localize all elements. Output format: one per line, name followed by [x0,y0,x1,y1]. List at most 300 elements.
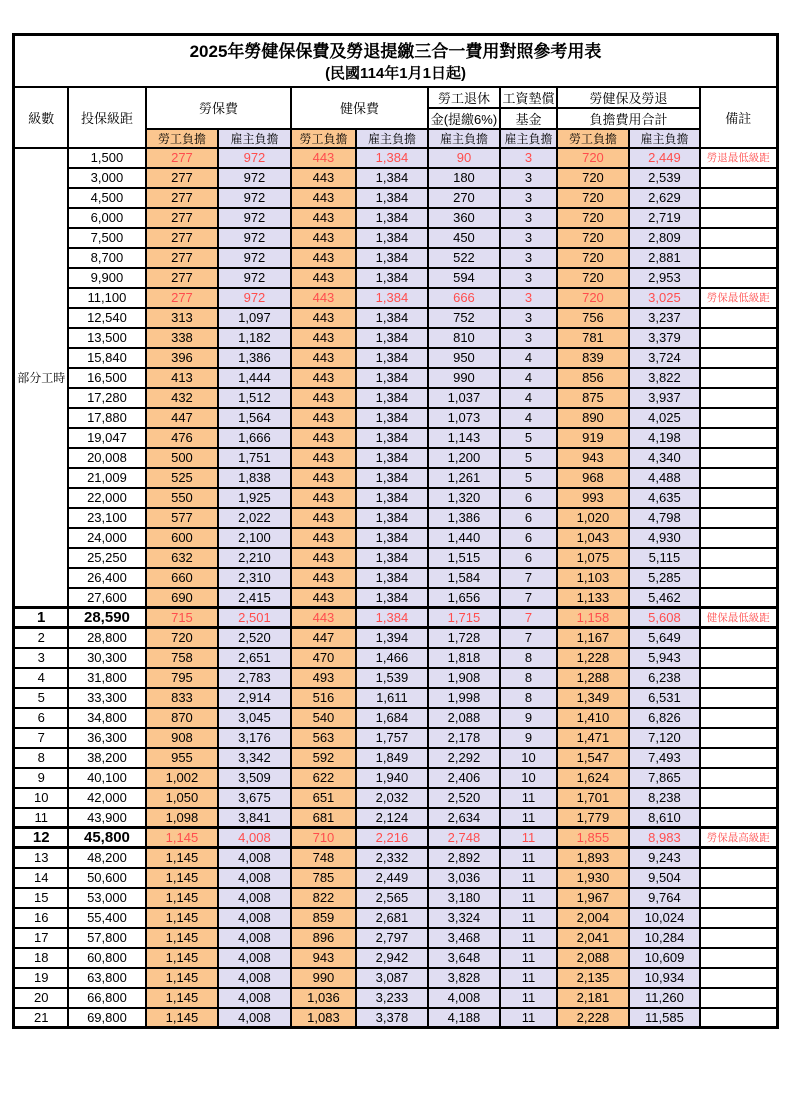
value-cell: 720 [146,628,218,648]
value-cell: 1,261 [428,468,500,488]
note-cell [700,408,777,428]
value-cell: 470 [291,648,356,668]
value-cell: 3,176 [218,728,291,748]
value-cell: 1,036 [291,988,356,1008]
value-cell: 1,384 [356,588,428,608]
bracket-cell: 1,500 [68,148,146,168]
value-cell: 8 [500,648,557,668]
value-cell: 1,908 [428,668,500,688]
value-cell: 4,008 [218,988,291,1008]
value-cell: 1,410 [557,708,629,728]
value-cell: 822 [291,888,356,908]
group-header-wage-fund-line2: 基金 [500,108,557,129]
value-cell: 443 [291,248,356,268]
value-cell: 2,041 [557,928,629,948]
level-cell: 4 [14,668,68,688]
bracket-cell: 57,800 [68,928,146,948]
bracket-cell: 22,000 [68,488,146,508]
value-cell: 1,043 [557,528,629,548]
table-row [14,148,777,168]
value-cell: 11 [500,888,557,908]
col-header-level: 級數 [14,87,68,148]
table-row [14,668,777,688]
value-cell: 1,158 [557,608,629,628]
value-cell: 5,115 [629,548,700,568]
value-cell: 2,797 [356,928,428,948]
value-cell: 5,943 [629,648,700,668]
value-cell: 720 [557,248,629,268]
value-cell: 896 [291,928,356,948]
value-cell: 443 [291,188,356,208]
value-cell: 5 [500,468,557,488]
bracket-cell: 43,900 [68,808,146,828]
value-cell: 10 [500,768,557,788]
value-cell: 972 [218,168,291,188]
value-cell: 720 [557,208,629,228]
value-cell: 1,167 [557,628,629,648]
value-cell: 443 [291,168,356,188]
table-row [14,348,777,368]
value-cell: 11 [500,968,557,988]
value-cell: 1,728 [428,628,500,648]
value-cell: 9 [500,728,557,748]
bracket-cell: 13,500 [68,328,146,348]
subheader-total-employee: 勞工負擔 [557,129,629,148]
col-header-bracket: 投保級距 [68,87,146,148]
value-cell: 955 [146,748,218,768]
bracket-cell: 55,400 [68,908,146,928]
subheader-li-employer: 雇主負擔 [218,129,291,148]
value-cell: 277 [146,288,218,308]
value-cell: 2,406 [428,768,500,788]
value-cell: 660 [146,568,218,588]
value-cell: 4,198 [629,428,700,448]
page-title: 2025年勞健保保費及勞退提繳三合一費用對照參考用表 [189,41,602,61]
level-cell: 12 [14,828,68,848]
table-row [14,248,777,268]
value-cell: 11 [500,808,557,828]
table-row [14,968,777,988]
value-cell: 11 [500,868,557,888]
value-cell: 3,342 [218,748,291,768]
value-cell: 968 [557,468,629,488]
bracket-cell: 20,008 [68,448,146,468]
value-cell: 2,783 [218,668,291,688]
group-header-pension-line1: 勞工退休 [428,87,500,108]
bracket-cell: 16,500 [68,368,146,388]
value-cell: 943 [291,948,356,968]
note-cell [700,268,777,288]
value-cell: 1,002 [146,768,218,788]
value-cell: 2,719 [629,208,700,228]
value-cell: 4,340 [629,448,700,468]
value-cell: 432 [146,388,218,408]
bracket-cell: 42,000 [68,788,146,808]
value-cell: 715 [146,608,218,628]
table-row [14,168,777,188]
note-cell [700,668,777,688]
value-cell: 1,145 [146,1008,218,1028]
value-cell: 3,648 [428,948,500,968]
note-cell [700,448,777,468]
value-cell: 1,384 [356,408,428,428]
value-cell: 1,384 [356,568,428,588]
value-cell: 1,539 [356,668,428,688]
col-header-note: 備註 [700,87,777,148]
value-cell: 4,635 [629,488,700,508]
value-cell: 2,629 [629,188,700,208]
value-cell: 443 [291,348,356,368]
value-cell: 2,292 [428,748,500,768]
value-cell: 4,008 [218,908,291,928]
note-cell [700,208,777,228]
value-cell: 2,228 [557,1008,629,1028]
bracket-cell: 69,800 [68,1008,146,1028]
table-row [14,468,777,488]
table-row [14,388,777,408]
value-cell: 3,324 [428,908,500,928]
subheader-total-employer: 雇主負擔 [629,129,700,148]
value-cell: 4 [500,368,557,388]
value-cell: 5 [500,448,557,468]
table-row [14,328,777,348]
value-cell: 443 [291,208,356,228]
value-cell: 1,893 [557,848,629,868]
level-cell: 9 [14,768,68,788]
value-cell: 443 [291,288,356,308]
value-cell: 443 [291,448,356,468]
value-cell: 1,384 [356,428,428,448]
value-cell: 3 [500,248,557,268]
bracket-cell: 45,800 [68,828,146,848]
value-cell: 2,032 [356,788,428,808]
value-cell: 11 [500,828,557,848]
level-cell: 20 [14,988,68,1008]
value-cell: 3,180 [428,888,500,908]
value-cell: 720 [557,168,629,188]
table-row [14,828,777,848]
level-cell: 15 [14,888,68,908]
value-cell: 1,384 [356,508,428,528]
value-cell: 2,449 [356,868,428,888]
subheader-li-employee: 勞工負擔 [146,129,218,148]
value-cell: 1,779 [557,808,629,828]
value-cell: 1,925 [218,488,291,508]
bracket-cell: 7,500 [68,228,146,248]
value-cell: 2,953 [629,268,700,288]
value-cell: 972 [218,208,291,228]
value-cell: 1,384 [356,468,428,488]
value-cell: 443 [291,608,356,628]
table-row [14,408,777,428]
level-cell: 13 [14,848,68,868]
fee-table-body [14,148,777,1028]
table-row [14,848,777,868]
value-cell: 1,547 [557,748,629,768]
value-cell: 622 [291,768,356,788]
bracket-cell: 8,700 [68,248,146,268]
value-cell: 681 [291,808,356,828]
table-row [14,528,777,548]
value-cell: 11 [500,848,557,868]
value-cell: 4,025 [629,408,700,428]
value-cell: 270 [428,188,500,208]
value-cell: 2,809 [629,228,700,248]
fee-table [12,33,778,1029]
value-cell: 908 [146,728,218,748]
value-cell: 1,855 [557,828,629,848]
table-row [14,728,777,748]
level-cell: 7 [14,728,68,748]
table-row [14,508,777,528]
value-cell: 4,008 [218,888,291,908]
value-cell: 839 [557,348,629,368]
value-cell: 1,075 [557,548,629,568]
value-cell: 10,284 [629,928,700,948]
bracket-cell: 3,000 [68,168,146,188]
value-cell: 856 [557,368,629,388]
value-cell: 277 [146,168,218,188]
bracket-cell: 21,009 [68,468,146,488]
level-cell: 14 [14,868,68,888]
level-cell: 19 [14,968,68,988]
value-cell: 1,050 [146,788,218,808]
value-cell: 338 [146,328,218,348]
value-cell: 7 [500,568,557,588]
value-cell: 4,008 [218,828,291,848]
value-cell: 2,124 [356,808,428,828]
value-cell: 3,378 [356,1008,428,1028]
value-cell: 277 [146,248,218,268]
value-cell: 443 [291,468,356,488]
value-cell: 1,515 [428,548,500,568]
value-cell: 6 [500,488,557,508]
value-cell: 516 [291,688,356,708]
table-row [14,768,777,788]
note-cell [700,808,777,828]
value-cell: 1,584 [428,568,500,588]
value-cell: 6 [500,548,557,568]
value-cell: 1,384 [356,188,428,208]
value-cell: 1,384 [356,208,428,228]
value-cell: 443 [291,548,356,568]
bracket-cell: 63,800 [68,968,146,988]
value-cell: 2,539 [629,168,700,188]
value-cell: 859 [291,908,356,928]
value-cell: 720 [557,188,629,208]
bracket-cell: 28,800 [68,628,146,648]
value-cell: 2,881 [629,248,700,268]
value-cell: 1,666 [218,428,291,448]
value-cell: 90 [428,148,500,168]
value-cell: 972 [218,248,291,268]
value-cell: 810 [428,328,500,348]
value-cell: 443 [291,388,356,408]
value-cell: 720 [557,288,629,308]
value-cell: 1,757 [356,728,428,748]
value-cell: 1,098 [146,808,218,828]
bracket-cell: 40,100 [68,768,146,788]
bracket-cell: 53,000 [68,888,146,908]
value-cell: 632 [146,548,218,568]
value-cell: 1,145 [146,908,218,928]
value-cell: 1,611 [356,688,428,708]
note-cell [700,428,777,448]
table-row [14,748,777,768]
value-cell: 785 [291,868,356,888]
value-cell: 5,608 [629,608,700,628]
table-row [14,988,777,1008]
level-cell: 2 [14,628,68,648]
value-cell: 443 [291,328,356,348]
value-cell: 600 [146,528,218,548]
subheader-hi-employer: 雇主負擔 [356,129,428,148]
value-cell: 1,564 [218,408,291,428]
value-cell: 1,715 [428,608,500,628]
value-cell: 1,998 [428,688,500,708]
value-cell: 11 [500,788,557,808]
value-cell: 1,440 [428,528,500,548]
value-cell: 3 [500,168,557,188]
value-cell: 1,145 [146,848,218,868]
value-cell: 4,008 [218,948,291,968]
value-cell: 3 [500,208,557,228]
bracket-cell: 60,800 [68,948,146,968]
value-cell: 710 [291,828,356,848]
value-cell: 8,983 [629,828,700,848]
value-cell: 6 [500,528,557,548]
value-cell: 1,288 [557,668,629,688]
value-cell: 7 [500,628,557,648]
value-cell: 3 [500,328,557,348]
value-cell: 277 [146,228,218,248]
value-cell: 1,471 [557,728,629,748]
value-cell: 3,468 [428,928,500,948]
group-header-labor-insurance: 勞保費 [146,87,291,129]
note-cell: 勞保最低級距 [700,288,777,308]
value-cell: 1,838 [218,468,291,488]
bracket-cell: 26,400 [68,568,146,588]
title-cell [14,35,777,87]
value-cell: 4,930 [629,528,700,548]
value-cell: 4 [500,408,557,428]
value-cell: 577 [146,508,218,528]
group-header-total-line1: 勞健保及勞退 [557,87,700,108]
value-cell: 277 [146,188,218,208]
value-cell: 1,684 [356,708,428,728]
group-header-health-insurance: 健保費 [291,87,428,129]
value-cell: 3,379 [629,328,700,348]
value-cell: 447 [146,408,218,428]
note-cell [700,1008,777,1028]
value-cell: 9 [500,708,557,728]
value-cell: 180 [428,168,500,188]
value-cell: 11,260 [629,988,700,1008]
value-cell: 594 [428,268,500,288]
group-header-pension-line2: 金(提繳6%) [428,108,500,129]
value-cell: 563 [291,728,356,748]
value-cell: 972 [218,288,291,308]
note-cell [700,648,777,668]
table-row [14,488,777,508]
table-row [14,628,777,648]
level-cell: 21 [14,1008,68,1028]
value-cell: 990 [291,968,356,988]
value-cell: 522 [428,248,500,268]
level-cell: 10 [14,788,68,808]
bracket-cell: 31,800 [68,668,146,688]
value-cell: 10 [500,748,557,768]
value-cell: 11,585 [629,1008,700,1028]
note-cell [700,968,777,988]
note-cell [700,328,777,348]
value-cell: 9,764 [629,888,700,908]
value-cell: 3,937 [629,388,700,408]
value-cell: 1,384 [356,148,428,168]
note-cell [700,748,777,768]
level-cell: 18 [14,948,68,968]
value-cell: 1,073 [428,408,500,428]
note-cell [700,388,777,408]
value-cell: 7 [500,588,557,608]
value-cell: 2,178 [428,728,500,748]
value-cell: 443 [291,488,356,508]
value-cell: 1,384 [356,528,428,548]
value-cell: 413 [146,368,218,388]
bracket-cell: 23,100 [68,508,146,528]
table-row [14,808,777,828]
note-cell [700,728,777,748]
header-row-1 [14,87,777,108]
note-cell: 勞退最低級距 [700,148,777,168]
note-cell [700,548,777,568]
value-cell: 833 [146,688,218,708]
value-cell: 1,145 [146,948,218,968]
note-cell [700,228,777,248]
value-cell: 6 [500,508,557,528]
value-cell: 3,237 [629,308,700,328]
value-cell: 1,182 [218,328,291,348]
note-cell [700,168,777,188]
note-cell [700,908,777,928]
level-cell: 3 [14,648,68,668]
value-cell: 550 [146,488,218,508]
value-cell: 1,133 [557,588,629,608]
value-cell: 450 [428,228,500,248]
value-cell: 5 [500,428,557,448]
value-cell: 2,100 [218,528,291,548]
level-cell: 16 [14,908,68,928]
value-cell: 2,415 [218,588,291,608]
table-row [14,708,777,728]
value-cell: 2,565 [356,888,428,908]
value-cell: 1,384 [356,308,428,328]
value-cell: 1,320 [428,488,500,508]
value-cell: 651 [291,788,356,808]
value-cell: 1,384 [356,488,428,508]
value-cell: 1,145 [146,868,218,888]
note-cell [700,768,777,788]
value-cell: 2,651 [218,648,291,668]
table-row [14,308,777,328]
value-cell: 1,384 [356,348,428,368]
note-cell [700,708,777,728]
value-cell: 1,444 [218,368,291,388]
value-cell: 795 [146,668,218,688]
value-cell: 3 [500,268,557,288]
value-cell: 360 [428,208,500,228]
table-row [14,228,777,248]
